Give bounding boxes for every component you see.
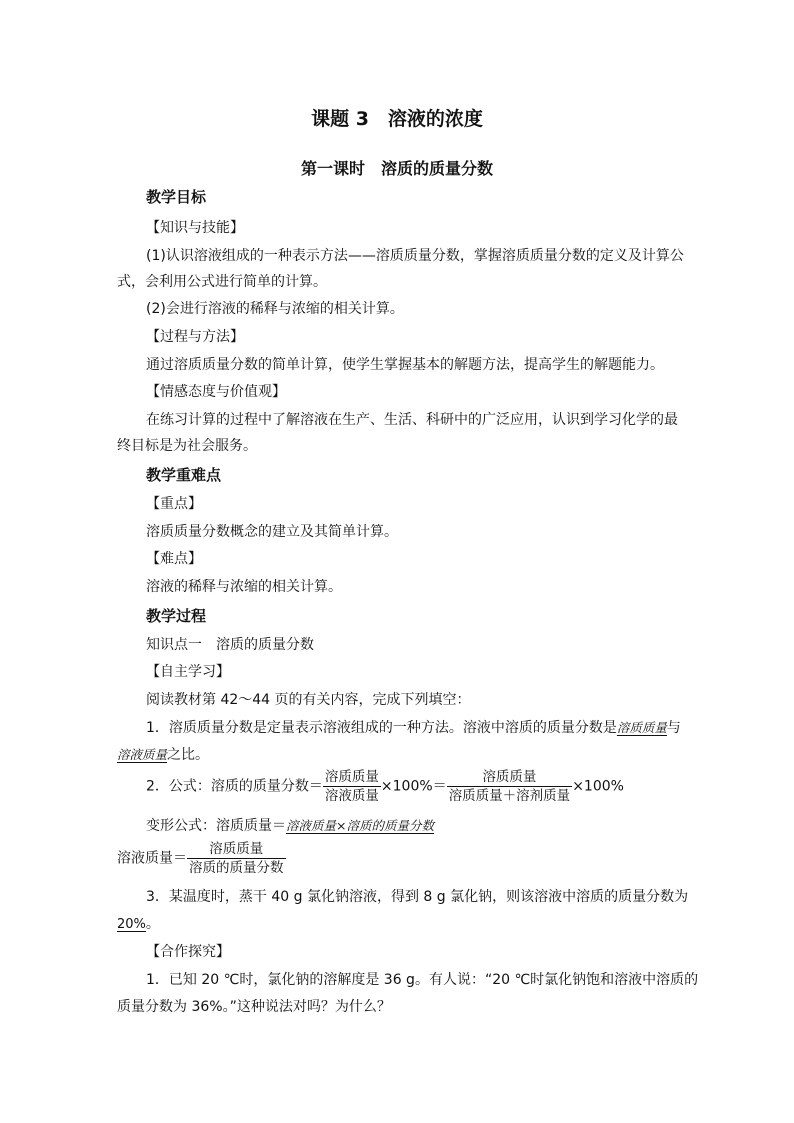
cooperation-tag: 【合作探究】	[146, 944, 230, 960]
q1-answer-2: 溶液质量	[117, 747, 168, 762]
question-3-line-b	[117, 914, 677, 935]
question-1-line-a	[146, 718, 706, 738]
fraction-1	[323, 768, 381, 805]
difficult-text: 溶液的稀释与浓缩的相关计算。	[146, 579, 342, 595]
keypoints-heading: 教学重难点	[146, 466, 222, 484]
knowledge-line-2: (2)会进行溶液的稀释与浓缩的相关计算。	[146, 301, 404, 317]
fraction-2	[447, 768, 573, 805]
emotion-line-b: 终目标是为社会服务。	[117, 438, 257, 454]
solution-mass-label: 溶液质量＝	[117, 850, 187, 867]
question-3-line-a: 3．某温度时，蒸干 40 g 氯化钠溶液，得到 8 g 氯化钠，则该溶液中溶质的质量分数为	[146, 889, 689, 905]
variant-label: 变形公式：溶质质量＝	[146, 818, 286, 834]
knowledge-point-1: 知识点一 溶质的质量分数	[146, 637, 314, 653]
process-text: 通过溶质质量分数的简单计算，使学生掌握基本的解题方法，提高学生的解题能力。	[146, 357, 664, 373]
q1-end: 之比。	[167, 747, 210, 763]
fraction-2-numerator: 溶质质量	[447, 768, 573, 787]
question-1-line-b	[117, 745, 677, 765]
times-percent-2: ×100%	[572, 778, 624, 795]
solution-mass-formula	[117, 840, 286, 877]
q1-and: 与	[666, 720, 681, 736]
self-study-tag: 【自主学习】	[146, 664, 230, 680]
fraction-3	[187, 840, 286, 877]
emotion-line-a: 在练习计算的过程中了解溶液在生产、生活、科研中的广泛应用，认识到学习化学的最	[146, 412, 678, 428]
formula-line	[146, 768, 624, 805]
lesson-title: 课题 3 溶液的浓度	[311, 108, 483, 130]
key-text: 溶质质量分数概念的建立及其简单计算。	[146, 524, 398, 540]
q3-end: 。	[145, 916, 160, 932]
variant-answer: 溶液质量×溶质的质量分数	[286, 818, 434, 833]
fraction-1-denominator: 溶液质量	[324, 788, 379, 804]
fraction-3-denominator: 溶质的质量分数	[189, 860, 284, 876]
reading-instruction: 阅读教材第 42～44 页的有关内容，完成下列填空：	[146, 692, 471, 708]
lesson-subtitle: 第一课时 溶质的质量分数	[300, 159, 493, 178]
fraction-3-numerator: 溶质质量	[187, 840, 286, 859]
knowledge-line-1a: (1)认识溶液组成的一种表示方法——溶质质量分数，掌握溶质质量分数的定义及计算公	[146, 248, 684, 264]
times-percent-1: ×100%＝	[380, 778, 447, 795]
difficult-tag: 【难点】	[146, 551, 202, 567]
variant-formula	[146, 816, 706, 836]
process-heading: 教学过程	[146, 607, 207, 625]
q1-answer-1: 溶质质量	[616, 720, 667, 735]
q3-answer: 20%	[117, 917, 146, 932]
process-tag: 【过程与方法】	[146, 329, 244, 345]
emotion-tag: 【情感态度与价值观】	[146, 384, 286, 400]
fraction-2-denominator: 溶质质量＋溶剂质量	[448, 788, 571, 804]
knowledge-line-1b: 式，会利用公式进行简单的计算。	[117, 274, 327, 290]
formula-label: 2．公式：溶质的质量分数＝	[146, 778, 323, 795]
fraction-1-numerator: 溶质质量	[324, 769, 379, 785]
cooperation-question-1b: 质量分数为 36%。”这种说法对吗？为什么？	[117, 999, 391, 1015]
knowledge-tag: 【知识与技能】	[146, 220, 244, 236]
cooperation-question-1a: 1．已知 20 ℃时，氯化钠的溶解度是 36 g。有人说：“20 ℃时氯化钠饱和溶液中溶质的	[146, 972, 699, 988]
goals-heading: 教学目标	[146, 188, 207, 206]
key-tag: 【重点】	[146, 496, 202, 512]
q1-text: 1．溶质质量分数是定量表示溶液组成的一种方法。溶液中溶质的质量分数是	[146, 720, 617, 736]
